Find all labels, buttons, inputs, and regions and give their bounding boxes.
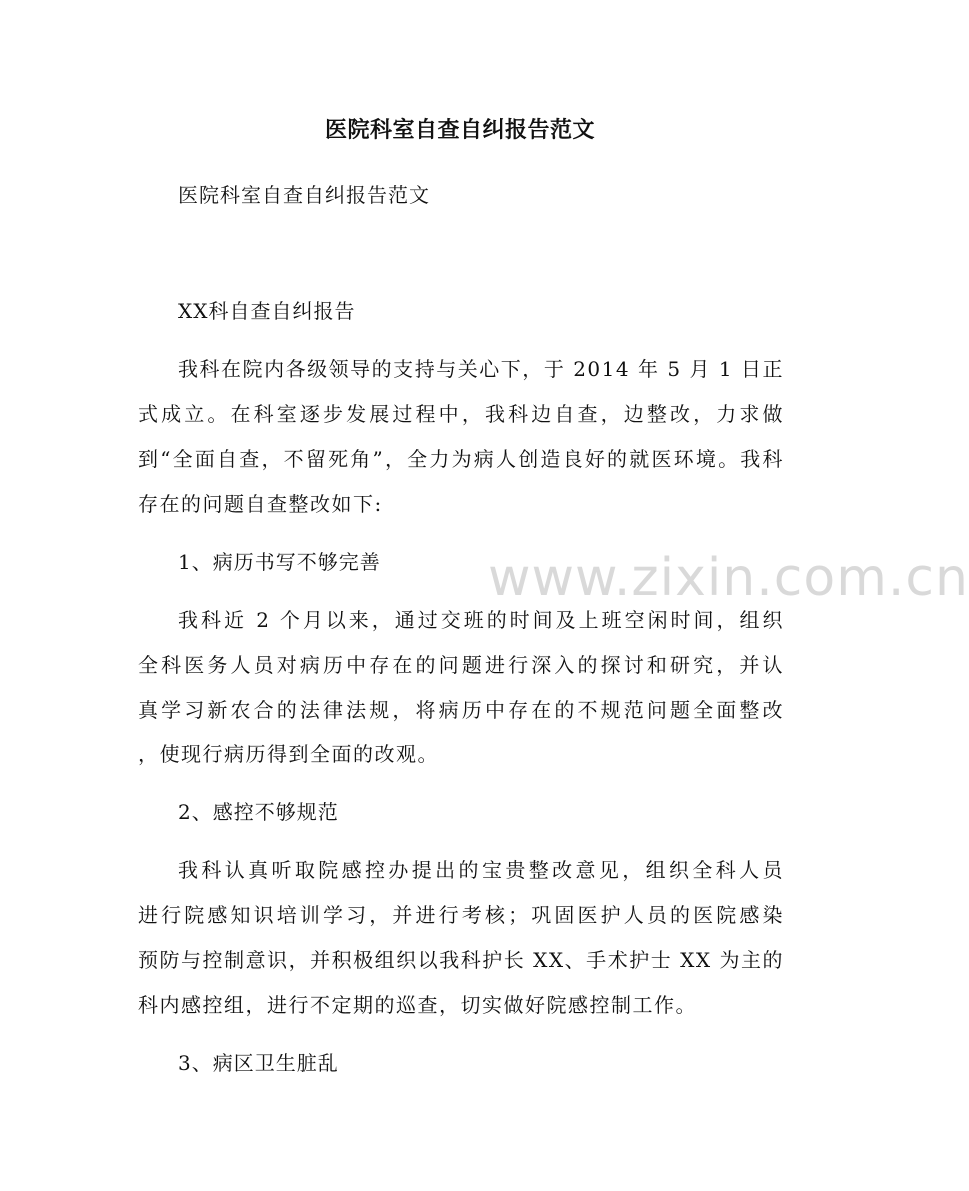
paragraph-line: 到“全面自查，不留死角”，全力为病人创造良好的就医环境。我科: [138, 447, 784, 471]
watermark: www.zixin.com.cn: [488, 548, 969, 608]
paragraph-line: 我科认真听取院感控办提出的宝贵整改意见，组织全科人员: [178, 858, 784, 882]
section-heading: 1、病历书写不够完善: [178, 550, 381, 574]
paragraph-line: 式成立。在科室逐步发展过程中，我科边自查，边整改，力求做: [138, 402, 784, 426]
paragraph-line: 科内感控组，进行不定期的巡查，切实做好院感控制工作。: [138, 993, 697, 1017]
report-heading: XX科自查自纠报告: [178, 299, 356, 323]
document-title: 医院科室自查自纠报告范文: [324, 118, 595, 143]
document-subtitle: 医院科室自查自纠报告范文: [178, 183, 430, 207]
section-heading: 3、病区卫生脏乱: [178, 1051, 339, 1075]
paragraph-line: 全科医务人员对病历中存在的问题进行深入的探讨和研究，并认: [138, 653, 784, 677]
paragraph-line: 我科在院内各级领导的支持与关心下，于 2014 年 5 月 1 日正: [178, 357, 784, 381]
paragraph-line: 存在的问题自查整改如下:: [138, 492, 383, 516]
paragraph-line: ，使现行病历得到全面的改观。: [138, 742, 439, 766]
paragraph-line: 进行院感知识培训学习，并进行考核；巩固医护人员的医院感染: [138, 903, 784, 927]
paragraph-line: 我科近 2 个月以来，通过交班的时间及上班空闲时间，组织: [178, 608, 784, 632]
paragraph-line: 预防与控制意识，并积极组织以我科护长 XX、手术护士 XX 为主的: [138, 948, 784, 972]
paragraph-line: 真学习新农合的法律法规，将病历中存在的不规范问题全面整改: [138, 698, 784, 722]
section-heading: 2、感控不够规范: [178, 800, 339, 824]
